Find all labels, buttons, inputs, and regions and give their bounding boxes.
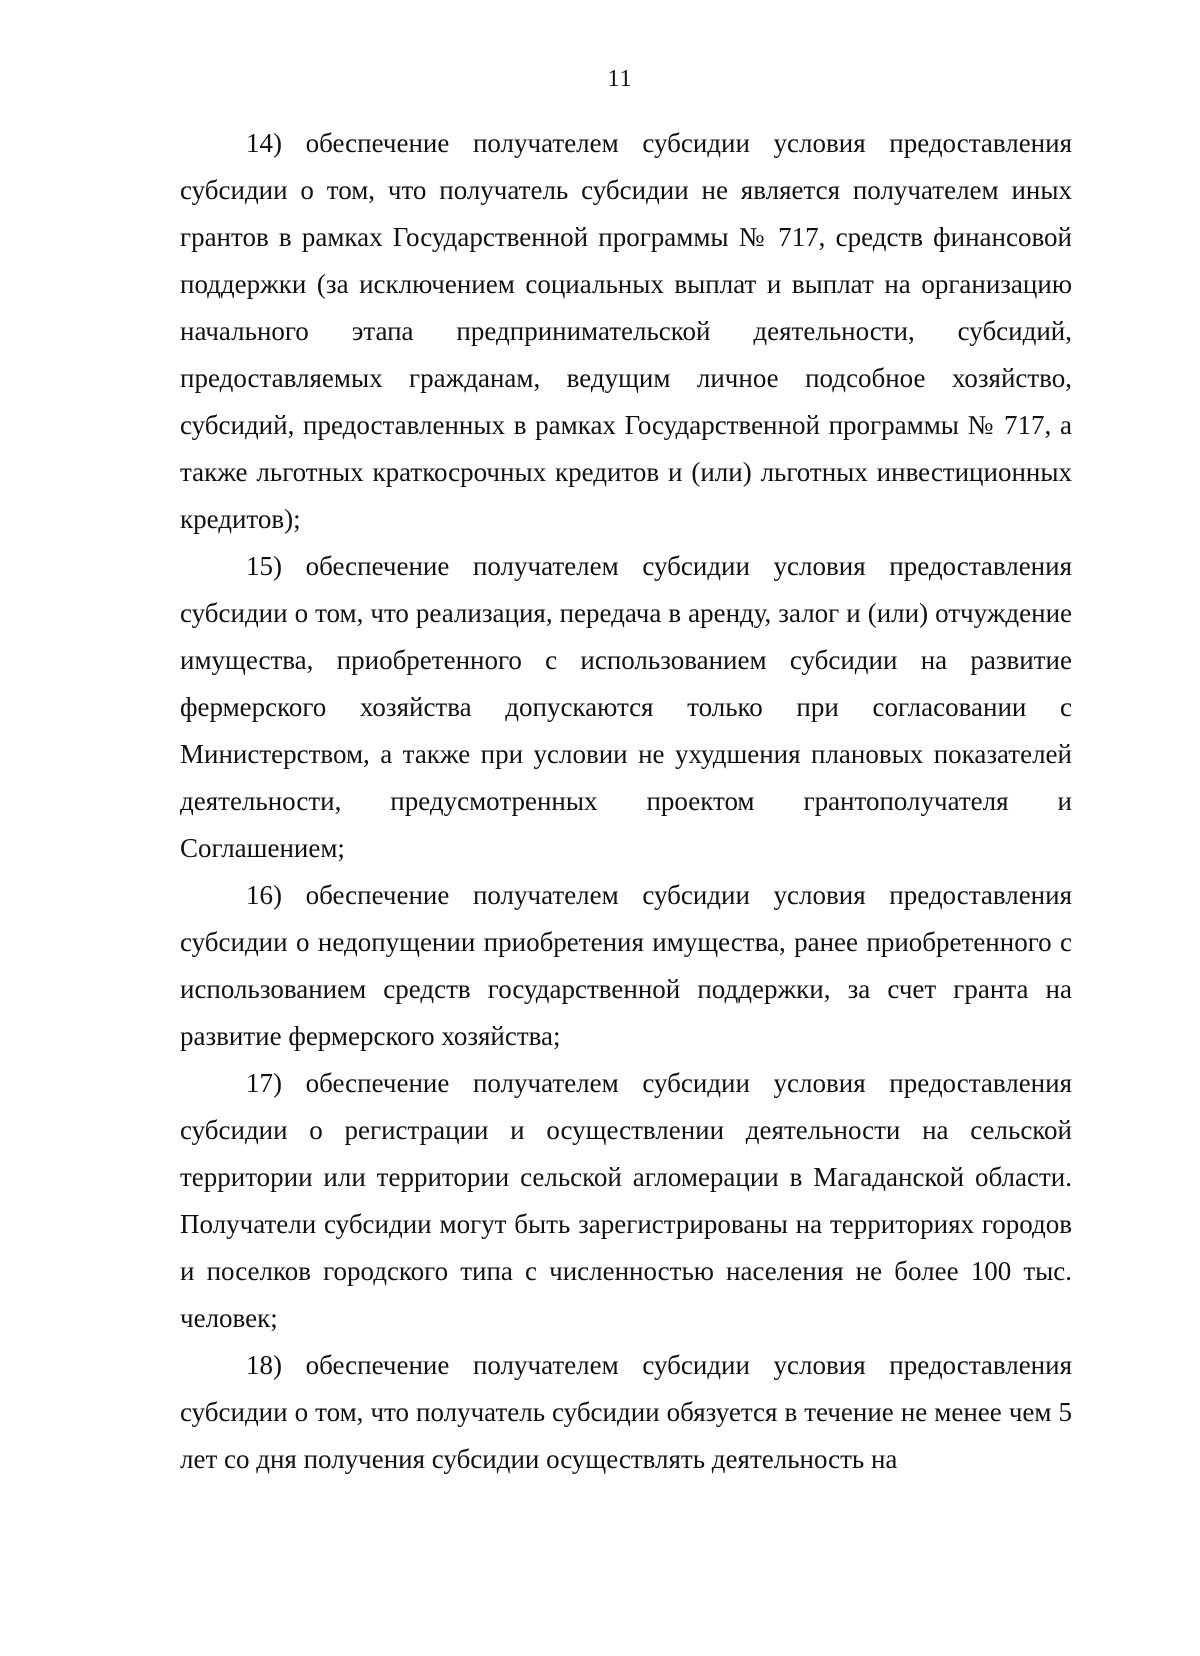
paragraph-item-17: 17) обеспечение получателем субсидии условия предоставления субсидии о регистрации и осуществлении деятельности на сельской территории или территории сельской агломерации в Магаданской области. Получатели субсидии могут быть зарегистрированы на территориях городов и поселков городского типа с численностью населения не более 100 тыс. человек; [180,1068,1072,1333]
page-number: 11 [607,66,633,92]
paragraph-item-14: 14) обеспечение получателем субсидии условия предоставления субсидии о том, что получатель субсидии не является получателем иных грантов в рамках Государственной программы № 717, средств финансовой поддержки (за исключением социальных выплат и выплат на организацию начального этапа предпринимательской деятельности, субсидий, предоставляемых гражданам, ведущим личное подсобное хозяйство, субсидий, предоставленных в рамках Государственной программы № 717, а также льготных краткосрочных кредитов и (или) льготных инвестиционных кредитов); [180,128,1072,534]
paragraph-item-18: 18) обеспечение получателем субсидии условия предоставления субсидии о том, что получатель субсидии обязуется в течение не менее чем 5 лет со дня получения субсидии осуществлять деятельность на [180,1350,1072,1474]
paragraph-item-15: 15) обеспечение получателем субсидии условия предоставления субсидии о том, что реализация, передача в аренду, залог и (или) отчуждение имущества, приобретенного с использованием субсидии на развитие фермерского хозяйства допускаются только при согласовании с Министерством, а также при условии не ухудшения плановых показателей деятельности, предусмотренных проектом грантополучателя и Соглашением; [180,551,1072,863]
paragraph-item-16: 16) обеспечение получателем субсидии условия предоставления субсидии о недопущении приобретения имущества, ранее приобретенного с использованием средств государственной поддержки, за счет гранта на развитие фермерского хозяйства; [180,880,1072,1051]
document-body [180,120,1072,1483]
